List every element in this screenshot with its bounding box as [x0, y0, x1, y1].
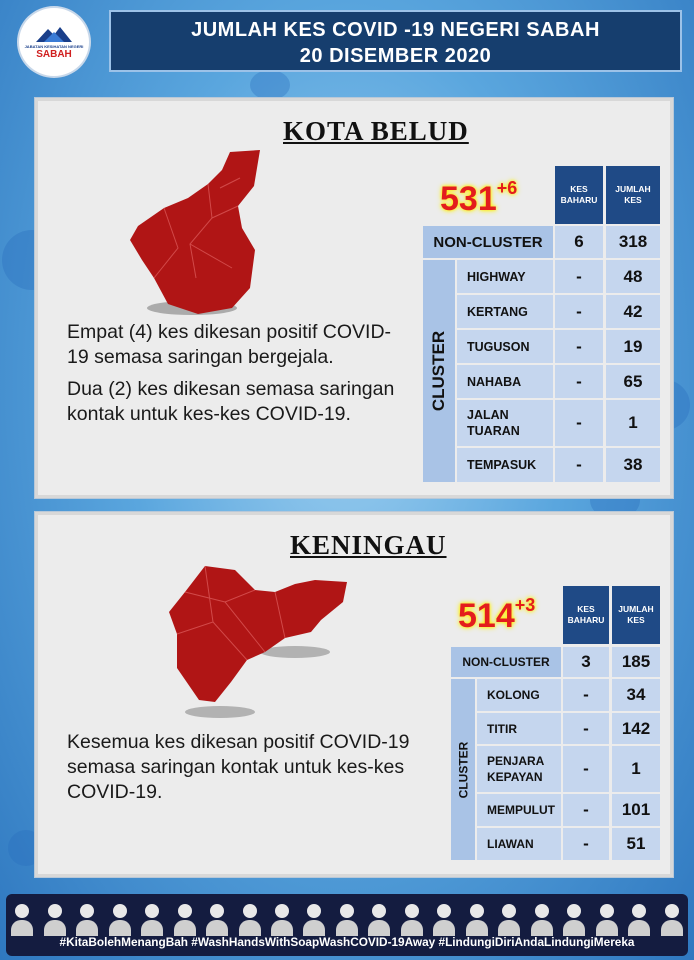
cluster-side-label: [451, 679, 475, 860]
cluster-new: -: [555, 330, 603, 363]
district-title: KOTA BELUD: [283, 116, 469, 146]
cluster-new: -: [555, 448, 603, 482]
person-icon: [531, 904, 553, 936]
cluster-total: 42: [606, 295, 660, 328]
logo-state: SABAH: [36, 48, 72, 60]
cluster-new: -: [555, 295, 603, 328]
header-date: 20 DISEMBER 2020: [299, 45, 492, 67]
cluster-name: TUGUSON: [457, 330, 553, 363]
case-description: [67, 730, 427, 812]
cluster-total: 48: [606, 260, 660, 293]
mountain-icon: [34, 25, 74, 43]
person-icon: [271, 904, 293, 936]
new-cases-count: +3: [514, 595, 536, 615]
person-icon: [466, 904, 488, 936]
footer-banner: [6, 894, 688, 956]
non-cluster-label: NON-CLUSTER: [451, 647, 561, 677]
person-icon: [433, 904, 455, 936]
cluster-new: -: [563, 794, 609, 826]
person-icon: [11, 904, 33, 936]
cluster-label: CLUSTER: [456, 741, 471, 798]
new-cases-count: +6: [496, 178, 518, 198]
district-map: [165, 562, 365, 722]
cluster-total: 38: [606, 448, 660, 482]
cluster-total: 34: [612, 679, 660, 711]
col-header-total: JUMLAH KES: [612, 586, 660, 644]
person-icon: [239, 904, 261, 936]
frontliners-illustration: [6, 898, 688, 936]
col-header-total: JUMLAH KES: [606, 166, 660, 224]
district-map: [120, 148, 270, 318]
header-banner: [109, 10, 682, 72]
col-header-new: KES BAHARU: [555, 166, 603, 224]
cluster-name: PENJARA KEPAYAN: [477, 746, 561, 792]
non-cluster-label: NON-CLUSTER: [423, 226, 553, 258]
person-icon: [141, 904, 163, 936]
total-count: 531: [440, 180, 497, 218]
description-paragraph: Empat (4) kes dikesan positif COVID-19 semasa saringan bergejala.: [67, 321, 392, 368]
person-icon: [76, 904, 98, 936]
cluster-total: 101: [612, 794, 660, 826]
total-count: 514: [458, 597, 515, 635]
non-cluster-new: 6: [555, 226, 603, 258]
non-cluster-total: 318: [606, 226, 660, 258]
cluster-total: 142: [612, 713, 660, 744]
cluster-name: KERTANG: [457, 295, 553, 328]
person-icon: [661, 904, 683, 936]
cluster-new: -: [555, 400, 603, 446]
person-icon: [303, 904, 325, 936]
logo-agency: JABATAN KESIHATAN NEGERI: [24, 43, 84, 49]
person-icon: [368, 904, 390, 936]
cluster-new: -: [563, 746, 609, 792]
cluster-name: MEMPULUT: [477, 794, 561, 826]
cluster-name: TEMPASUK: [457, 448, 553, 482]
cluster-name: HIGHWAY: [457, 260, 553, 293]
cluster-label: CLUSTER: [429, 330, 448, 412]
non-cluster-new: 3: [563, 647, 609, 677]
person-icon: [109, 904, 131, 936]
cluster-total: 65: [606, 365, 660, 398]
cluster-name: KOLONG: [477, 679, 561, 711]
cluster-total: 1: [612, 746, 660, 792]
logo: [17, 6, 91, 78]
cluster-name: NAHABA: [457, 365, 553, 398]
cluster-new: -: [563, 679, 609, 711]
cluster-total: 51: [612, 828, 660, 860]
person-icon: [206, 904, 228, 936]
person-icon: [563, 904, 585, 936]
description-paragraph: Kesemua kes dikesan positif COVID-19 semasa saringan kontak untuk kes-kes COVID-19.: [67, 731, 410, 803]
cluster-name: TITIR: [477, 713, 561, 744]
non-cluster-total: 185: [612, 647, 660, 677]
person-icon: [44, 904, 66, 936]
person-icon: [498, 904, 520, 936]
person-icon: [336, 904, 358, 936]
total-cases: [440, 178, 517, 219]
person-icon: [628, 904, 650, 936]
col-header-new: KES BAHARU: [563, 586, 609, 644]
person-icon: [596, 904, 618, 936]
description-paragraph: Dua (2) kes dikesan semasa saringan kontak untuk kes-kes COVID-19.: [67, 378, 395, 425]
case-description: [67, 320, 397, 434]
cluster-name: JALAN TUARAN: [457, 400, 553, 446]
cluster-new: -: [563, 713, 609, 744]
cluster-new: -: [555, 260, 603, 293]
virus-decoration: [250, 70, 290, 100]
header-title: JUMLAH KES COVID -19 NEGERI SABAH: [191, 19, 600, 41]
cluster-new: -: [563, 828, 609, 860]
person-icon: [174, 904, 196, 936]
cluster-total: 1: [606, 400, 660, 446]
total-cases: [458, 595, 535, 636]
cluster-total: 19: [606, 330, 660, 363]
person-icon: [401, 904, 423, 936]
cluster-side-label: [423, 260, 455, 482]
cluster-new: -: [555, 365, 603, 398]
cluster-name: LIAWAN: [477, 828, 561, 860]
footer-hashtags: #KitaBolehMenangBah #WashHandsWithSoapWashCOVID-19Away #LindungiDiriAndaLindungiMereka: [59, 935, 635, 949]
district-title: KENINGAU: [290, 530, 447, 560]
